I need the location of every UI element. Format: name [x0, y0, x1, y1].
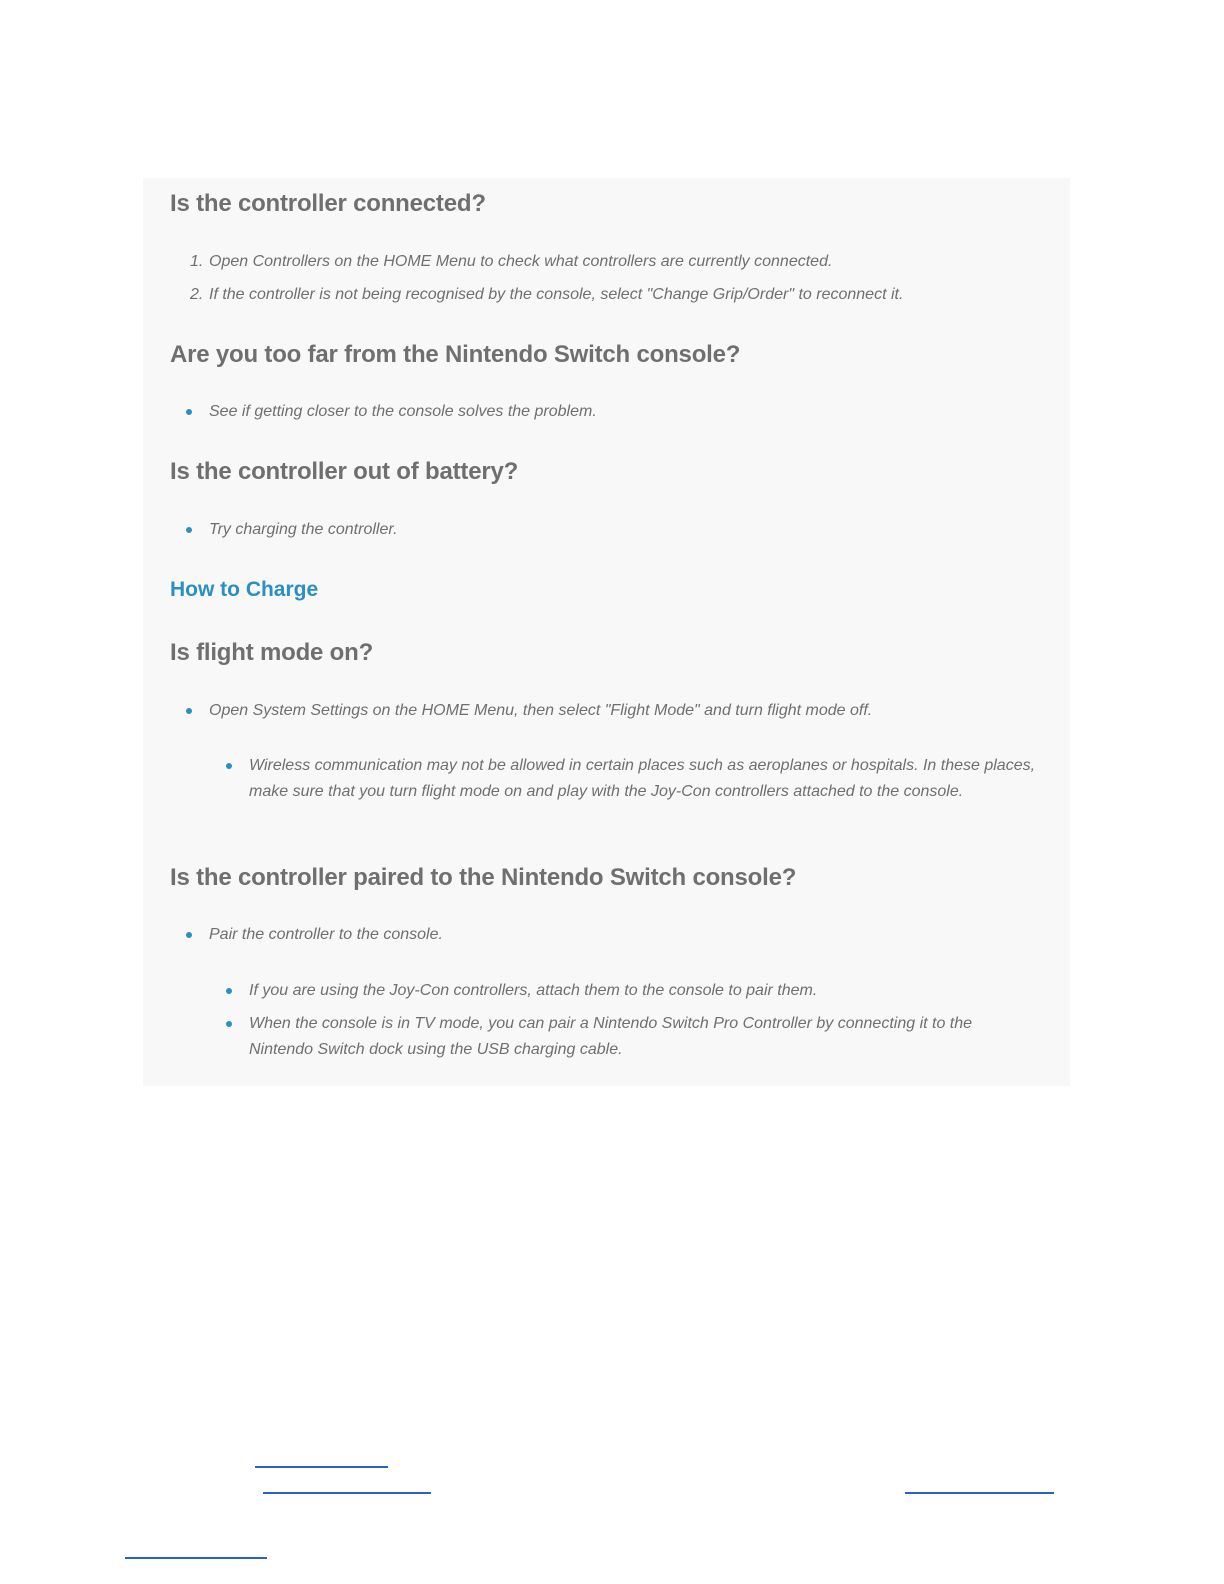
link-underline[interactable] [263, 1492, 431, 1494]
heading-too-far: Are you too far from the Nintendo Switch console? [170, 341, 741, 368]
list-item [209, 517, 398, 543]
sub-list-item [249, 753, 1039, 805]
item-text: When the console is in TV mode, you can pair a Nintendo Switch Pro Controller by connecting it to the Nintendo Switch dock using the USB charging cable. [249, 1015, 973, 1058]
ordered-item [190, 282, 904, 308]
link-underline[interactable] [125, 1557, 267, 1559]
bullet-icon [186, 932, 192, 938]
help-panel [143, 178, 1070, 1086]
link-underline[interactable] [255, 1466, 388, 1468]
heading-out-of-battery: Is the controller out of battery? [170, 458, 519, 485]
item-text: If you are using the Joy-Con controllers, attach them to the console to pair them. [249, 982, 818, 999]
bullet-icon [226, 988, 232, 994]
item-text: Open System Settings on the HOME Menu, then select "Flight Mode" and turn flight mode off. [209, 702, 873, 719]
heading-paired: Is the controller paired to the Nintendo Switch console? [170, 864, 797, 891]
ordered-item [190, 249, 833, 275]
bullet-icon [226, 1021, 232, 1027]
item-text: Wireless communication may not be allowed in certain places such as aeroplanes or hospitals. In these places, make sure that you turn flight mode on and play with the Joy-Con controllers attached to the console. [249, 757, 1036, 800]
bullet-icon [186, 527, 192, 533]
bullet-icon [186, 708, 192, 714]
how-to-charge-link[interactable]: How to Charge [170, 578, 319, 601]
link-underline[interactable] [905, 1492, 1054, 1494]
item-text: Open Controllers on the HOME Menu to check what controllers are currently connected. [209, 253, 833, 270]
list-item [209, 399, 597, 425]
item-number: 1. [190, 253, 204, 270]
heading-flight-mode: Is flight mode on? [170, 639, 374, 666]
item-text: Pair the controller to the console. [209, 926, 443, 943]
list-item [209, 922, 443, 948]
sub-list-item [249, 1011, 1039, 1063]
list-item [209, 698, 872, 724]
bullet-icon [226, 763, 232, 769]
item-text: See if getting closer to the console solves the problem. [209, 403, 597, 420]
item-text: Try charging the controller. [209, 521, 398, 538]
sub-list-item [249, 978, 817, 1004]
item-number: 2. [190, 286, 204, 303]
bullet-icon [186, 409, 192, 415]
item-text: If the controller is not being recognised by the console, select "Change Grip/Order" to reconnect it. [209, 286, 904, 303]
heading-controller-connected: Is the controller connected? [170, 190, 486, 217]
